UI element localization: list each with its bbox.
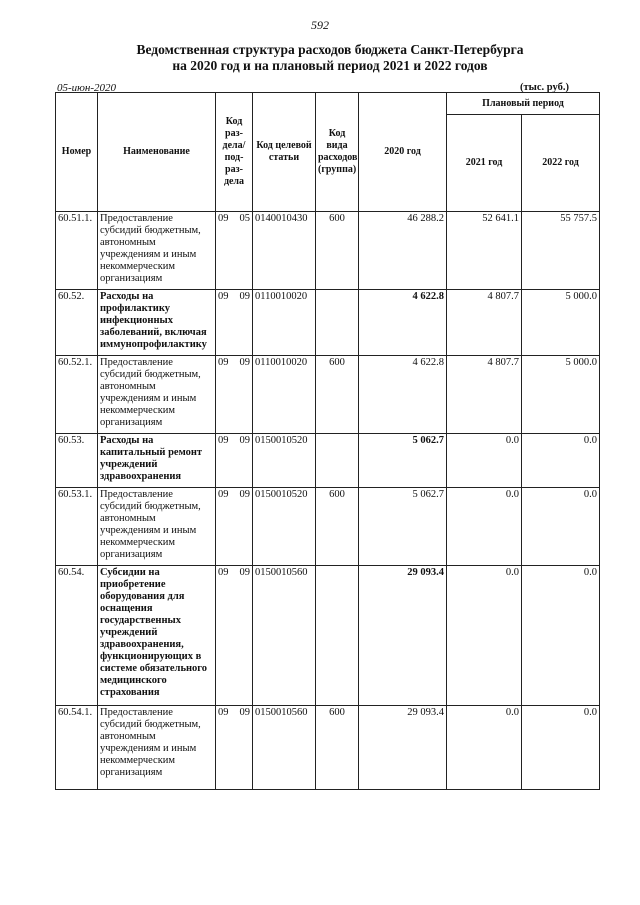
header-2022: 2022 год <box>522 115 600 212</box>
row-name: Расходы на профилактику инфекционных заболеваний, включая иммунопрофилактику <box>98 290 216 356</box>
row-2022: 0.0 <box>522 434 600 488</box>
row-2021: 4 807.7 <box>447 290 522 356</box>
header-2020: 2020 год <box>359 93 447 212</box>
header-2021: 2021 год <box>447 115 522 212</box>
row-razdel: 09 09 <box>216 488 253 566</box>
row-name: Предоставление субсидий бюджетным, автономным учреждениям и иным некоммерческим организациям <box>98 356 216 434</box>
header-name: Наименование <box>98 93 216 212</box>
title-line-1: Ведомственная структура расходов бюджета Санкт-Петербурга <box>136 42 524 57</box>
row-name: Предоставление субсидий бюджетным, автономным учреждениям и иным некоммерческим организациям <box>98 212 216 290</box>
row-2021: 52 641.1 <box>447 212 522 290</box>
row-2022: 5 000.0 <box>522 290 600 356</box>
row-target: 0110010020 <box>253 290 316 356</box>
row-vid <box>316 566 359 706</box>
row-number: 60.53. <box>56 434 98 488</box>
row-number: 60.54.1. <box>56 706 98 790</box>
row-2022: 5 000.0 <box>522 356 600 434</box>
row-2020: 5 062.7 <box>359 488 447 566</box>
header-target: Код целевой статьи <box>253 93 316 212</box>
row-razdel: 09 09 <box>216 290 253 356</box>
row-vid: 600 <box>316 488 359 566</box>
row-number: 60.52.1. <box>56 356 98 434</box>
row-2020: 29 093.4 <box>359 706 447 790</box>
row-2022: 0.0 <box>522 566 600 706</box>
table-row <box>56 434 600 488</box>
row-2021: 0.0 <box>447 488 522 566</box>
row-target: 0150010560 <box>253 566 316 706</box>
row-target: 0110010020 <box>253 356 316 434</box>
units-label: (тыс. руб.) <box>520 82 569 93</box>
row-razdel: 09 09 <box>216 706 253 790</box>
row-2021: 4 807.7 <box>447 356 522 434</box>
row-razdel: 09 09 <box>216 356 253 434</box>
row-number: 60.53.1. <box>56 488 98 566</box>
row-2022: 55 757.5 <box>522 212 600 290</box>
row-2020: 5 062.7 <box>359 434 447 488</box>
row-2021: 0.0 <box>447 566 522 706</box>
table-row <box>56 566 600 706</box>
row-vid <box>316 290 359 356</box>
row-name: Предоставление субсидий бюджетным, автономным учреждениям и иным некоммерческим организациям <box>98 488 216 566</box>
row-number: 60.51.1. <box>56 212 98 290</box>
row-vid: 600 <box>316 212 359 290</box>
page-number: 592 <box>311 18 329 32</box>
row-target: 0150010520 <box>253 488 316 566</box>
row-number: 60.54. <box>56 566 98 706</box>
table-row <box>56 356 600 434</box>
header-number: Номер <box>56 93 98 212</box>
row-vid: 600 <box>316 356 359 434</box>
row-name: Предоставление субсидий бюджетным, автономным учреждениям и иным некоммерческим организациям <box>98 706 216 790</box>
row-vid <box>316 434 359 488</box>
budget-table <box>55 92 600 790</box>
row-vid: 600 <box>316 706 359 790</box>
row-target: 0150010520 <box>253 434 316 488</box>
row-2022: 0.0 <box>522 488 600 566</box>
row-razdel: 09 05 <box>216 212 253 290</box>
row-name: Субсидии на приобретение оборудования для оснащения государственных учреждений здравоохранения, функционирующих в системе обязательного медицинского страхования <box>98 566 216 706</box>
document-date: 05-июн-2020 <box>57 82 117 94</box>
row-2020: 29 093.4 <box>359 566 447 706</box>
header-razdel: Код раз- дела/ под- раз- дела <box>216 93 253 212</box>
row-razdel: 09 09 <box>216 434 253 488</box>
header-vid: Код вида расходов (группа) <box>316 93 359 212</box>
table-row <box>56 488 600 566</box>
row-target: 0150010560 <box>253 706 316 790</box>
row-2020: 46 288.2 <box>359 212 447 290</box>
row-2020: 4 622.8 <box>359 290 447 356</box>
row-number: 60.52. <box>56 290 98 356</box>
row-2021: 0.0 <box>447 434 522 488</box>
row-name: Расходы на капитальный ремонт учреждений здравоохранения <box>98 434 216 488</box>
table-row <box>56 706 600 790</box>
row-2022: 0.0 <box>522 706 600 790</box>
title-line-2: на 2020 год и на плановый период 2021 и 2022 годов <box>172 58 488 73</box>
row-target: 0140010430 <box>253 212 316 290</box>
table-row <box>56 212 600 290</box>
document-title <box>60 42 600 74</box>
table-row <box>56 290 600 356</box>
row-2020: 4 622.8 <box>359 356 447 434</box>
row-razdel: 09 09 <box>216 566 253 706</box>
header-planned-period: Плановый период <box>447 93 600 115</box>
row-2021: 0.0 <box>447 706 522 790</box>
